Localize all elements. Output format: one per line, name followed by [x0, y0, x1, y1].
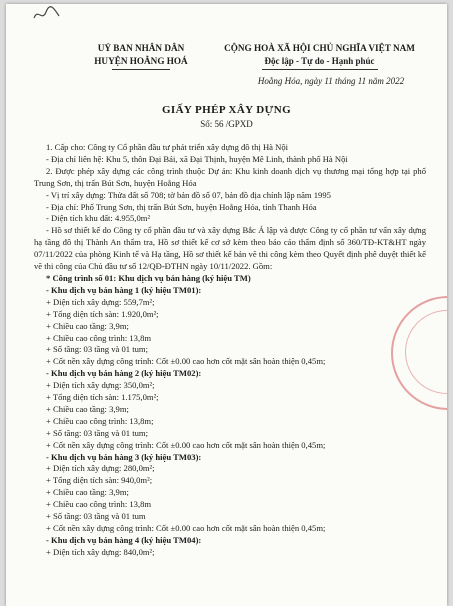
list-item: + Chiều cao công trình: 13,8m — [46, 499, 152, 510]
paragraph: 2. Được phép xây dựng các công trình thuộc Dự án: Khu kinh doanh dịch vụ thương mại tổng hợp tại phố Trung Sơn, thị trấn Bút Sơn, huyện Hoằng Hóa — [34, 165, 426, 188]
list-item: + Cốt nền xây dựng công trình: Cốt ±0.00 cao hơn cốt mặt sân hoàn thiện 0,45m; — [46, 356, 326, 367]
list-item: + Diện tích xây dựng: 280,0m²; — [46, 463, 155, 474]
document-body — [34, 142, 426, 559]
subsection-heading: - Khu dịch vụ bán hàng 3 (ký hiệu TM03): — [46, 451, 202, 462]
list-item: + Số tầng: 03 tầng và 01 tum; — [46, 344, 148, 355]
list-item: + Số tầng: 03 tầng và 01 tum — [46, 511, 146, 522]
divider — [112, 69, 170, 70]
document-title: GIẤY PHÉP XÂY DỰNG — [161, 104, 292, 116]
handwritten-mark-icon — [32, 4, 62, 24]
list-item: + Tổng diện tích sàn: 1.175,0m²; — [46, 392, 159, 403]
list-item: + Chiều cao tầng: 3,9m; — [46, 320, 129, 331]
paragraph: - Địa chỉ: Phố Trung Sơn, thị trấn Bút Sơn, huyện Hoằng Hóa, tỉnh Thanh Hóa — [46, 201, 317, 212]
national-header — [202, 42, 437, 70]
subsection-heading: - Khu dịch vụ bán hàng 2 (ký hiệu TM02): — [46, 368, 202, 379]
list-item: + Cốt nền xây dựng công trình: Cốt ±0.00 cao hơn cốt mặt sân hoàn thiện 0,45m; — [46, 523, 326, 533]
divider — [262, 69, 378, 70]
list-item: + Chiều cao tầng: 3,9m; — [46, 403, 129, 414]
list-item: + Diện tích xây dựng: 350,0m²; — [46, 380, 155, 391]
paragraph: - Hồ sơ thiết kế do Công ty cổ phần đầu tư và xây dựng Bắc Á lập và được Công ty cổ phần tư vấn xây dựng hạ tầng đô thị Thành An thẩm tra, Hồ sơ thiết kế cơ sở kèm theo báo cáo thẩm định số 360/TĐ-KT&HT ngày 07/11/2022 của phòng Kinh tế và Hạ tầng, Hồ sơ thiết kế bản vẽ thi công kèm theo Quyết định phê duyệt thiết kế vẽ thi công của Chủ đầu tư số 12/QĐ-ĐTHN ngày 10/11/2022. Gồm: — [34, 225, 426, 272]
national-title: CỘNG HOÀ XÃ HỘI CHỦ NGHĨA VIỆT NAM — [224, 43, 415, 53]
list-item: + Diện tích xây dựng: 840,0m²; — [46, 546, 155, 557]
list-item: + Chiều cao tầng: 3,9m; — [46, 487, 129, 498]
paragraph: 1. Cấp cho: Công ty Cổ phần đầu tư phát triển xây dựng đô thị Hà Nội — [46, 142, 289, 152]
subsection-heading: - Khu dịch vụ bán hàng 4 (ký hiệu TM04): — [46, 534, 202, 545]
paragraph: - Địa chỉ liên hệ: Khu 5, thôn Đại Bái, xã Đại Thịnh, huyện Mê Linh, thành phố Hà Nội — [46, 153, 348, 164]
section-heading: * Công trình số 01: Khu dịch vụ bán hàng (ký hiệu TM) — [46, 272, 251, 283]
list-item: + Số tầng: 03 tầng và 01 tum; — [46, 427, 148, 438]
issuer-line1: UỶ BAN NHÂN DÂN — [97, 43, 185, 53]
list-item: + Tổng diện tích sàn: 940,0m²; — [46, 475, 153, 486]
paragraph: - Vị trí xây dựng: Thửa đất số 708; tờ bản đồ số 07, bản đồ địa chính lập năm 1995 — [46, 189, 331, 200]
paragraph: - Diện tích khu đất: 4.955,0m² — [46, 213, 151, 224]
document-page — [6, 4, 447, 606]
subsection-heading: - Khu dịch vụ bán hàng 1 (ký hiệu TM01): — [46, 284, 202, 295]
list-item: + Tổng diện tích sàn: 1.920,0m²; — [46, 308, 159, 319]
issue-date: Hoằng Hóa, ngày 11 tháng 11 năm 2022 — [257, 76, 405, 86]
list-item: + Chiều cao công trình: 13,8m — [46, 332, 152, 343]
list-item: + Diện tích xây dựng: 559,7m²; — [46, 296, 155, 307]
issuer-line2: HUYỆN HOẰNG HOÁ — [94, 56, 188, 66]
document-number: Số: 56 /GPXD — [200, 119, 253, 129]
list-item: + Chiều cao công trình: 13,8m; — [46, 415, 154, 426]
national-motto: Độc lập - Tự do - Hạnh phúc — [264, 56, 375, 66]
list-item: + Cốt nền xây dựng công trình: Cốt ±0.00 cao hơn cốt mặt sân hoàn thiện 0,45m; — [46, 439, 326, 450]
